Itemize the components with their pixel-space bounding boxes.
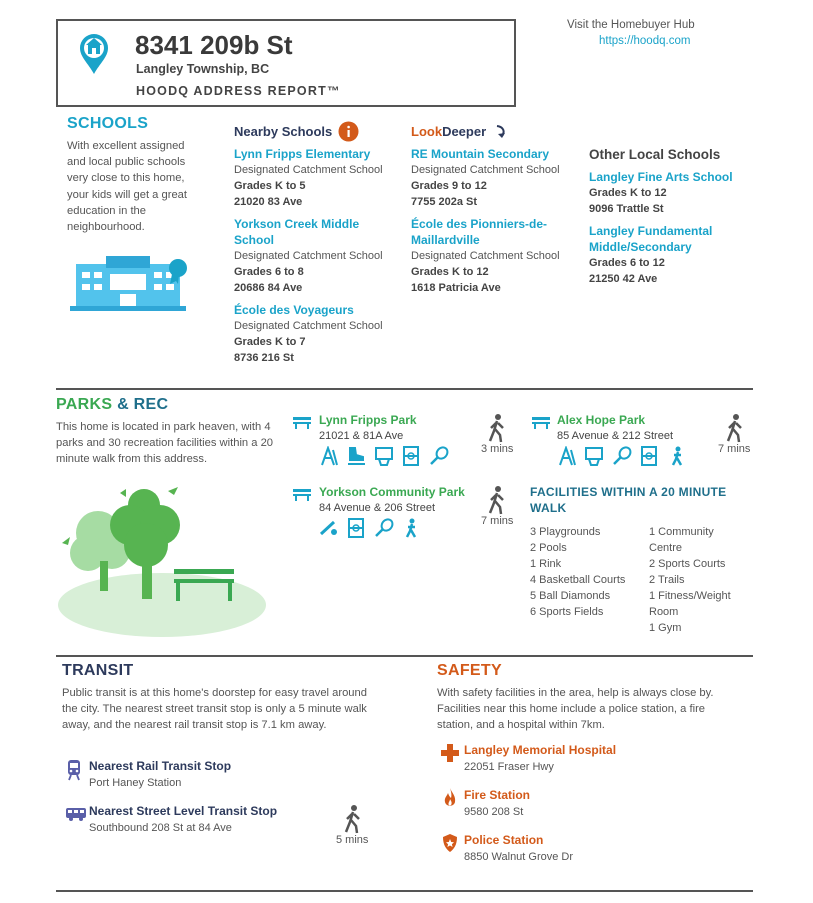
park-facility-icons bbox=[319, 518, 424, 543]
school-item[interactable] bbox=[589, 223, 739, 287]
park-facility-icons bbox=[319, 446, 452, 471]
walk-time: 3 mins bbox=[481, 443, 514, 455]
school-type: Designated Catchment School bbox=[234, 164, 383, 176]
walking-icon bbox=[342, 804, 364, 834]
basketball-icon bbox=[584, 446, 604, 466]
sports-field-icon bbox=[639, 446, 659, 466]
tennis-icon bbox=[374, 518, 394, 538]
school-item[interactable] bbox=[234, 302, 399, 366]
parks-title-a: PARKS bbox=[56, 396, 113, 413]
school-item[interactable] bbox=[411, 146, 576, 210]
home-pin-icon bbox=[78, 33, 110, 75]
school-name[interactable]: École des Voyageurs bbox=[234, 303, 354, 317]
facility-item: 1 Gym bbox=[649, 622, 682, 634]
schools-title: SCHOOLS bbox=[67, 115, 149, 132]
parks-title bbox=[56, 396, 168, 414]
school-address: 9096 Trattle St bbox=[589, 203, 664, 215]
school-grades: Grades K to 12 bbox=[411, 266, 489, 278]
street-stop-name[interactable]: Southbound 208 St at 84 Ave bbox=[89, 822, 232, 834]
park-facility-icons bbox=[557, 446, 690, 471]
hospital-icon bbox=[440, 743, 460, 763]
school-address: 20686 84 Ave bbox=[234, 282, 303, 294]
parks-description: This home is located in park heaven, with 4 parks and 30 recreation facilities within a 20 minute walk from this address. bbox=[56, 421, 274, 466]
school-address: 1618 Patricia Ave bbox=[411, 282, 501, 294]
bus-icon bbox=[65, 807, 87, 821]
facilities-col-2 bbox=[649, 524, 749, 636]
section-divider bbox=[56, 388, 753, 390]
school-item[interactable] bbox=[411, 216, 561, 296]
tennis-icon bbox=[429, 446, 449, 466]
bench-icon bbox=[531, 415, 551, 429]
park-name[interactable]: Alex Hope Park bbox=[557, 413, 646, 427]
section-divider bbox=[56, 655, 753, 657]
other-schools-heading: Other Local Schools bbox=[589, 147, 721, 162]
walking-icon bbox=[486, 485, 508, 515]
facility-item: 1 Rink bbox=[530, 558, 562, 570]
facility-item: 1 Fitness/Weight Room bbox=[649, 590, 731, 618]
safety-address: 22051 Fraser Hwy bbox=[464, 761, 554, 773]
property-city: Langley Township, BC bbox=[136, 62, 270, 76]
safety-name[interactable]: Langley Memorial Hospital bbox=[464, 743, 617, 757]
walking-icon bbox=[486, 413, 508, 443]
walk-time: 7 mins bbox=[718, 443, 751, 455]
school-item[interactable] bbox=[234, 216, 399, 296]
school-type: Designated Catchment School bbox=[411, 164, 560, 176]
school-type: Designated Catchment School bbox=[234, 320, 383, 332]
facility-item: 3 Playgrounds bbox=[530, 526, 601, 538]
tennis-icon bbox=[612, 446, 632, 466]
other-schools-list bbox=[589, 169, 739, 287]
look-label: Look bbox=[411, 124, 443, 139]
school-name[interactable]: Langley Fundamental Middle/Secondary bbox=[589, 224, 713, 254]
safety-name[interactable]: Police Station bbox=[464, 833, 544, 847]
walking-icon bbox=[724, 413, 746, 443]
safety-address: 8850 Walnut Grove Dr bbox=[464, 851, 574, 863]
school-grades: Grades 9 to 12 bbox=[411, 180, 487, 192]
police-badge-icon bbox=[442, 833, 458, 853]
facilities-title: FACILITIES WITHIN A 20 MINUTE WALK bbox=[530, 485, 727, 515]
bench-icon bbox=[292, 415, 312, 429]
property-address: 8341 209b St bbox=[135, 30, 293, 60]
school-grades: Grades 6 to 12 bbox=[589, 257, 665, 269]
walk-time: 5 mins bbox=[336, 834, 369, 846]
facilities-col-1 bbox=[530, 524, 645, 620]
facility-item: 2 Sports Courts bbox=[649, 558, 726, 570]
school-name[interactable]: Yorkson Creek Middle School bbox=[234, 217, 360, 247]
park-address: 21021 & 81A Ave bbox=[319, 430, 404, 442]
school-name[interactable]: Lynn Fripps Elementary bbox=[234, 147, 371, 161]
school-grades: Grades K to 5 bbox=[234, 180, 306, 192]
school-address: 8736 216 St bbox=[234, 352, 294, 364]
facility-item: 2 Trails bbox=[649, 574, 685, 586]
street-stop-label: Nearest Street Level Transit Stop bbox=[89, 804, 278, 818]
info-icon[interactable] bbox=[338, 121, 359, 142]
facility-item: 1 Community Centre bbox=[649, 526, 714, 554]
bench-icon bbox=[292, 487, 312, 501]
facility-item: 6 Sports Fields bbox=[530, 606, 604, 618]
school-address: 7755 202a St bbox=[411, 196, 478, 208]
school-name[interactable]: RE Mountain Secondary bbox=[411, 147, 550, 161]
school-grades: Grades K to 12 bbox=[589, 187, 667, 199]
schools-description: With excellent assigned and local public schools very close to this home, your kids will get a great education in the neighbourhood. bbox=[67, 140, 188, 234]
fitness-icon bbox=[667, 446, 687, 466]
school-name[interactable]: École des Pionniers-de-Maillardville bbox=[411, 217, 548, 247]
park-address: 85 Avenue & 212 Street bbox=[557, 430, 673, 442]
report-title: HOODQ ADDRESS REPORT™ bbox=[136, 84, 341, 98]
school-address: 21250 42 Ave bbox=[589, 273, 658, 285]
facility-item: 5 Ball Diamonds bbox=[530, 590, 611, 602]
rail-stop-label: Nearest Rail Transit Stop bbox=[89, 759, 232, 773]
safety-address: 9580 208 St bbox=[464, 806, 524, 818]
nearby-schools-list bbox=[234, 146, 399, 366]
facility-item: 2 Pools bbox=[530, 542, 567, 554]
train-icon bbox=[66, 759, 82, 781]
lookdeeper-schools-list bbox=[411, 146, 576, 296]
skate-icon bbox=[346, 446, 366, 466]
school-grades: Grades 6 to 8 bbox=[234, 266, 304, 278]
walk-time: 7 mins bbox=[481, 515, 514, 527]
deeper-label: Deeper bbox=[442, 124, 487, 139]
hub-text: Visit the Homebuyer Hub bbox=[567, 19, 695, 31]
parks-title-b: & REC bbox=[117, 396, 169, 413]
safety-name[interactable]: Fire Station bbox=[464, 788, 531, 802]
section-divider bbox=[56, 890, 753, 892]
school-name[interactable]: Langley Fine Arts School bbox=[589, 170, 733, 184]
fitness-icon bbox=[401, 518, 421, 538]
park-name[interactable]: Yorkson Community Park bbox=[319, 485, 465, 499]
fire-icon bbox=[443, 787, 457, 809]
park-address: 84 Avenue & 206 Street bbox=[319, 502, 435, 514]
transit-description: Public transit is at this home's doorstep for easy travel around the city. The nearest street transit stop is only a 5 minute walk away, and the nearest rail transit stop is 7.1 km away. bbox=[62, 687, 367, 732]
ball-diamond-icon bbox=[319, 518, 339, 538]
school-item[interactable] bbox=[589, 169, 739, 217]
school-grades: Grades K to 7 bbox=[234, 336, 306, 348]
hub-link[interactable]: https://hoodq.com bbox=[599, 35, 691, 47]
playground-icon bbox=[557, 446, 577, 466]
sports-field-icon bbox=[401, 446, 421, 466]
school-building-icon bbox=[68, 254, 192, 312]
school-type: Designated Catchment School bbox=[411, 250, 560, 262]
basketball-icon bbox=[374, 446, 394, 466]
sports-field-icon bbox=[346, 518, 366, 538]
school-type: Designated Catchment School bbox=[234, 250, 383, 262]
facility-item: 4 Basketball Courts bbox=[530, 574, 626, 586]
lookdeeper-heading bbox=[411, 124, 486, 139]
rail-stop-name[interactable]: Port Haney Station bbox=[89, 777, 182, 789]
safety-description: With safety facilities in the area, help is always close by. Facilities near this home include a police station, a fire station, and a hospital within 7km. bbox=[437, 687, 714, 732]
safety-title: SAFETY bbox=[437, 662, 502, 679]
school-item[interactable] bbox=[234, 146, 399, 210]
park-name[interactable]: Lynn Fripps Park bbox=[319, 413, 417, 427]
curved-arrow-icon bbox=[494, 124, 508, 140]
park-illustration bbox=[56, 483, 268, 638]
nearby-schools-heading: Nearby Schools bbox=[234, 124, 333, 139]
playground-icon bbox=[319, 446, 339, 466]
school-address: 21020 83 Ave bbox=[234, 196, 303, 208]
transit-title: TRANSIT bbox=[62, 662, 134, 679]
